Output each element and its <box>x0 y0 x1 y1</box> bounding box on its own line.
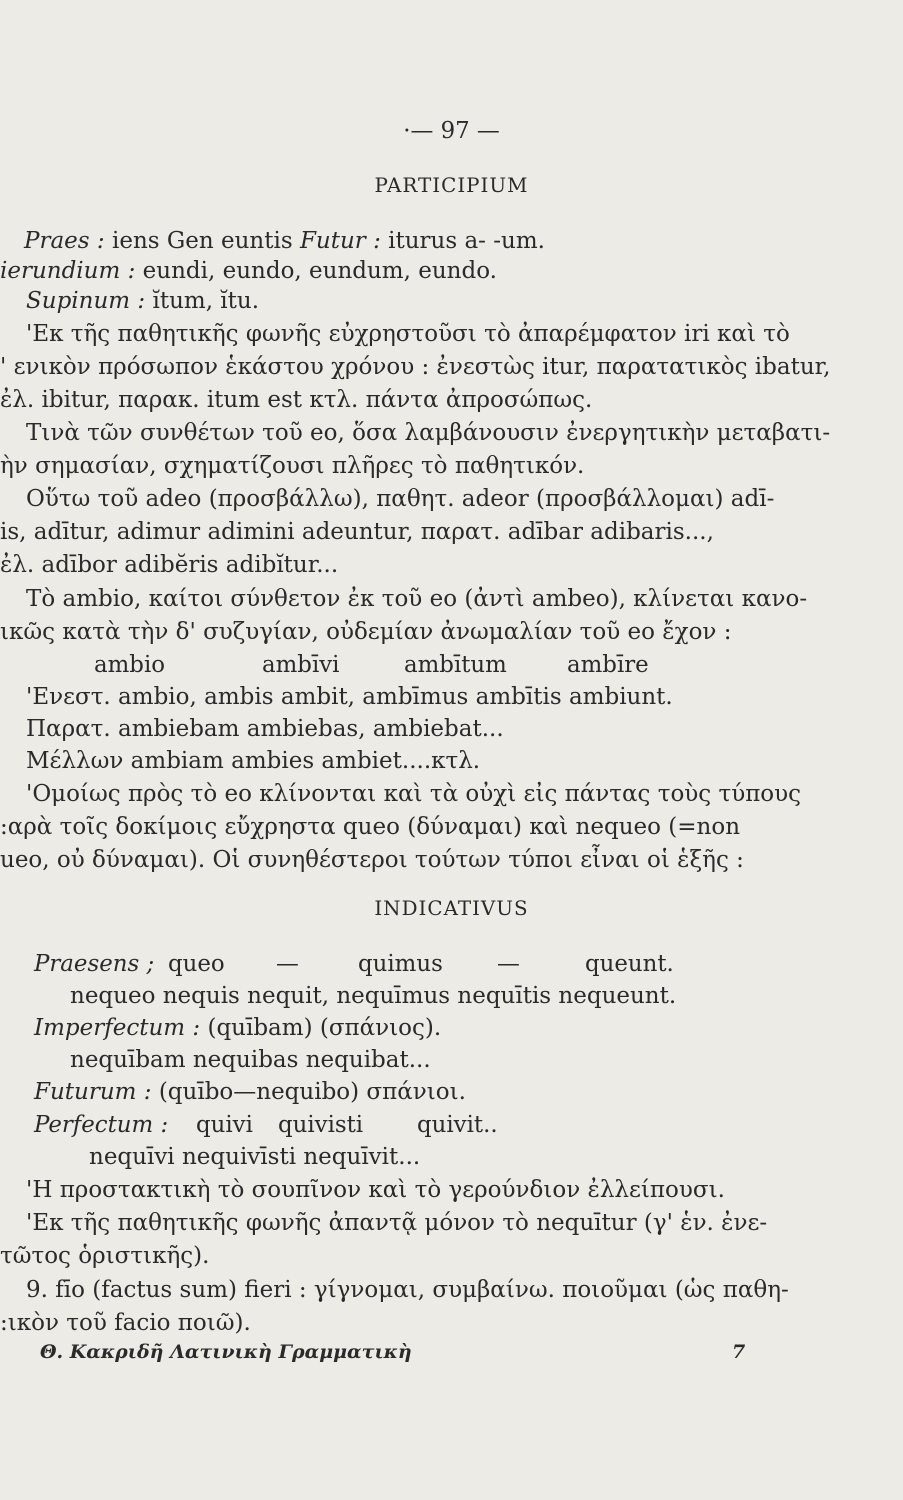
paragraph-line: Οὕτω τοῦ adeo (προσβάλλω), παθητ. adeor (προσβάλλομαι) adī- <box>26 486 775 512</box>
indicativus-title: INDICATIVUS <box>374 897 529 920</box>
paragraph-line: :αρὰ τοῖς δοκίμοις εὔχρηστα queo (δύναμαι) καὶ nequeo (=non <box>0 814 741 840</box>
paragraph-line: 'Η προστακτικὴ τὸ σουπῖνον καὶ τὸ γερούνδιον ἐλλείπουσι. <box>26 1177 725 1203</box>
futurum-line: Futurum : (quībo—nequibo) σπάνιοι. <box>34 1079 466 1105</box>
paragraph-line: is, adītur, adimur adimini adeuntur, παρατ. adībar adibaris..., <box>0 519 714 545</box>
footer-author-title: Θ. Κακριδῆ Λατινικὴ Γραμματικὴ <box>40 1341 412 1363</box>
paragraph-line: Τινὰ τῶν συνθέτων τοῦ eo, ὅσα λαμβάνουσιν ἐνεργητικὴν μεταβατι- <box>26 420 831 446</box>
paragraph-line: ἐλ. ibitur, παρακ. itum est κτλ. πάντα ἀπροσώπως. <box>0 387 593 413</box>
paragraph-line: ικῶς κατὰ τὴν δ' συζυγίαν, οὐδεμίαν ἀνωμαλίαν τοῦ eo ἔχον : <box>0 619 732 645</box>
paragraph-line: 9. fīo (factus sum) fieri : γίγνομαι, συμβαίνω. ποιοῦμαι (ὡς παθη- <box>26 1277 789 1303</box>
paragraph-line: :ικὸν τοῦ facio ποιῶ). <box>0 1310 251 1336</box>
supinum-line: Supinum : ĭtum, ĭtu. <box>26 288 260 314</box>
tense-line: Παρατ. ambiebam ambiebas, ambiebat... <box>26 716 504 742</box>
gerundium-line: ierundium : eundi, eundo, eundum, eundo. <box>0 258 497 284</box>
paragraph-line: ὴν σημασίαν, σχηματίζουσι πλῆρες τὸ παθητικόν. <box>0 453 585 479</box>
book-page: ·— 97 — PARTICIPIUM Praes : iens Gen euntis Futur : iturus a- -um. ierundium : eundi, eundo, eundum, eundo. Supinum : ĭtum, ĭtu. 'Εκ τῆς παθητικῆς φωνῆς εὐχρηστοῦσι τὸ ἀπαρέμφατον iri καὶ τὸ ' ενικὸν πρόσωπον ἑκάστου χρόνου : ἐνεστὼς itur, παρατατικὸς ibatur, ἐλ. ibitur, παρακ. itum est κτλ. πάντα ἀπροσώπως. Τινὰ τῶν συνθέτων τοῦ eo, ὅσα λαμβάνουσιν ἐνεργητικὴν μεταβατι- ὴν σημασίαν, σχηματίζουσι πλῆρες τὸ παθητικόν. Οὕτω τοῦ adeo (προσβάλλω), παθητ. adeor (προσβάλλομαι) adī- is, adītur, adimur adimini adeuntur, παρατ. adībar adibaris..., ἐλ. adībor adibĕris adibĭtur... Τὸ ambio, καίτοι σύνθετον ἐκ τοῦ eo (ἀντὶ ambeo), κλίνεται κανο- ικῶς κατὰ τὴν δ' συζυγίαν, οὐδεμίαν ἀνωμαλίαν τοῦ eo ἔχον : ambio ambīvi ambītum ambīre 'Ενεστ. ambio, ambis ambit, ambīmus ambītis ambiunt. Παρατ. ambiebam ambiebas, ambiebat... Μέλλων ambiam ambies ambiet....κτλ. 'Ομοίως πρὸς τὸ eo κλίνονται καὶ τὰ οὐχὶ εἰς πάντας τοὺς τύπους :αρὰ τοῖς δοκίμοις εὔχρηστα queo (δύναμαι) καὶ nequeo (=non ueo, οὐ δύναμαι). Οἱ συνηθέστεροι τούτων τύποι εἶναι οἱ ἑξῆς : INDICATIVUS Praesens ; queo — quimus — queunt. nequeo nequis nequit, nequīmus nequītis nequeunt. Imperfectum : (quībam) (σπάνιος). nequībam nequibas nequibat... Futurum : (quībo—nequibo) σπάνιοι. Perfectum : quivi quivisti quivit.. nequīvi nequivīsti nequīvit... 'Η προστακτικὴ τὸ σουπῖνον καὶ τὸ γερούνδιον ἐλλείπουσι. 'Εκ τῆς παθητικῆς φωνῆς ἀπαντᾷ μόνον τὸ nequītur (γ' ἑν. ἐνε- τῶτος ὁριστικῆς). 9. fīo (factus sum) fieri : γίγνομαι, συμβαίνω. ποιοῦμαι (ὡς παθη- :ικὸν τοῦ facio ποιῶ). Θ. Κακριδῆ Λατινικὴ Γραμματικὴ 7 <box>0 0 903 1500</box>
tense-line: Μέλλων ambiam ambies ambiet....κτλ. <box>26 748 481 774</box>
footer-sheet-number: 7 <box>732 1341 746 1363</box>
paragraph-line: Τὸ ambio, καίτοι σύνθετον ἐκ τοῦ eo (ἀντὶ ambeo), κλίνεται κανο- <box>26 586 808 612</box>
nequibam-line: nequībam nequibas nequibat... <box>70 1047 431 1073</box>
paragraph-line: ueo, οὐ δύναμαι). Οἱ συνηθέστεροι τούτων τύποι εἶναι οἱ ἑξῆς : <box>0 847 744 873</box>
paragraph-line: 'Εκ τῆς παθητικῆς φωνῆς εὐχρηστοῦσι τὸ ἀπαρέμφατον iri καὶ τὸ <box>26 321 790 347</box>
praes-line: Praes : iens Gen euntis Futur : iturus a- -um. <box>24 228 545 254</box>
paragraph-line: τῶτος ὁριστικῆς). <box>0 1243 210 1269</box>
paragraph-line: 'Ομοίως πρὸς τὸ eo κλίνονται καὶ τὰ οὐχὶ εἰς πάντας τοὺς τύπους <box>26 781 802 807</box>
paragraph-line: ' ενικὸν πρόσωπον ἑκάστου χρόνου : ἐνεστὼς itur, παρατατικὸς ibatur, <box>0 354 831 380</box>
imperfectum-line: Imperfectum : (quībam) (σπάνιος). <box>34 1015 442 1041</box>
nequeo-line: nequeo nequis nequit, nequīmus nequītis nequeunt. <box>70 983 677 1009</box>
page-number: ·— 97 — <box>403 118 500 144</box>
tense-line: 'Ενεστ. ambio, ambis ambit, ambīmus ambītis ambiunt. <box>26 684 673 710</box>
paragraph-line: 'Εκ τῆς παθητικῆς φωνῆς ἀπαντᾷ μόνον τὸ nequītur (γ' ἑν. ἐνε- <box>26 1210 768 1236</box>
section-title: PARTICIPIUM <box>374 174 529 197</box>
nequivi-line: nequīvi nequivīsti nequīvit... <box>89 1144 421 1170</box>
paragraph-line: ἐλ. adībor adibĕris adibĭtur... <box>0 552 339 578</box>
